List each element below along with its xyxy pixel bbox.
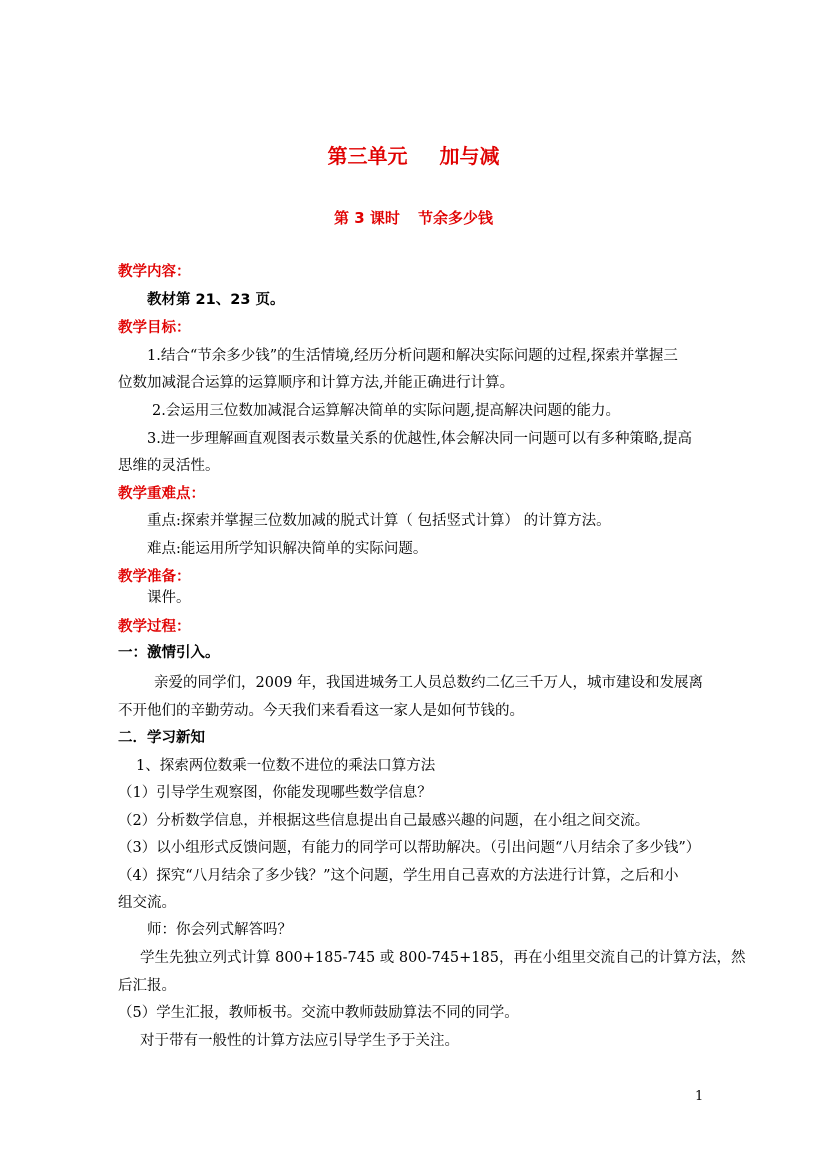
subtitle-lesson: 第 3 课时 xyxy=(334,209,400,227)
key-point-line-2: 难点:能运用所学知识解决简单的实际问题。 xyxy=(147,541,428,557)
section2-line-9: 后汇报。 xyxy=(118,978,176,994)
section2-line-7: 师：你会列式解答吗？ xyxy=(147,922,292,938)
section1-line-2: 不开他们的辛勤劳动。今天我们来看看这一家人是如何节钱的。 xyxy=(118,703,524,719)
heading-goals: 教学目标： xyxy=(118,320,191,336)
goal-line-2: 位数加减混合运算的运算顺序和计算方法,并能正确进行计算。 xyxy=(118,375,515,391)
key-point-line-1: 重点:探索并掌握三位数加减的脱式计算（ 包括竖式计算） 的计算方法。 xyxy=(147,513,611,529)
section2-line-1: 1、探索两位数乘一位数不进位的乘法口算方法 xyxy=(136,758,436,774)
page-number: 1 xyxy=(695,1089,704,1104)
content-text: 教材第 21、23 页。 xyxy=(147,292,285,308)
section1-title: 一：激情引入。 xyxy=(118,645,220,661)
goal-line-3: 2.会运用三位数加减混合运算解决简单的实际问题,提高解决问题的能力。 xyxy=(152,403,620,419)
goal-line-1: 1.结合“节余多少钱”的生活情境,经历分析问题和解决实际问题的过程,探索并掌握三 xyxy=(147,348,678,364)
section2-line-8: 学生先独立列式计算 800+185-745 或 800-745+185，再在小组里交流自己的计算方法，然 xyxy=(140,950,746,966)
title-topic: 加与减 xyxy=(439,144,500,168)
heading-preparation: 教学准备： xyxy=(118,569,191,585)
section2-line-2: （1）引导学生观察图，你能发现哪些数学信息？ xyxy=(118,785,432,801)
lesson-subtitle xyxy=(0,207,827,228)
page-title xyxy=(0,140,827,169)
section2-line-6: 组交流。 xyxy=(118,895,176,911)
goal-line-4: 3.进一步理解画直观图表示数量关系的优越性,体会解决同一问题可以有多种策略,提高 xyxy=(147,431,693,447)
section1-line-1: 亲爱的同学们，2009 年，我国进城务工人员总数约二亿三千万人，城市建设和发展离 xyxy=(154,675,704,691)
heading-process: 教学过程： xyxy=(118,619,191,635)
section2-line-11: 对于带有一般性的计算方法应引导学生予于关注。 xyxy=(140,1033,459,1049)
heading-content: 教学内容： xyxy=(118,264,191,280)
preparation-text: 课件。 xyxy=(147,590,191,606)
title-unit: 第三单元 xyxy=(327,144,408,168)
goal-line-5: 思维的灵活性。 xyxy=(118,458,220,474)
subtitle-topic: 节余多少钱 xyxy=(417,209,493,227)
section2-line-5: （4）探究“八月结余了多少钱？”这个问题，学生用自己喜欢的方法进行计算，之后和小 xyxy=(118,868,679,884)
section2-line-4: （3）以小组形式反馈问题，有能力的同学可以帮助解决。（引出问题“八月结余了多少钱”） xyxy=(118,840,701,856)
section2-title: 二．学习新知 xyxy=(118,730,205,746)
heading-key-points: 教学重难点： xyxy=(118,486,205,502)
section2-line-10: （5）学生汇报，教师板书。交流中教师鼓励算法不同的同学。 xyxy=(118,1005,519,1021)
section2-line-3: （2）分析数学信息，并根据这些信息提出自己最感兴趣的问题，在小组之间交流。 xyxy=(118,813,650,829)
